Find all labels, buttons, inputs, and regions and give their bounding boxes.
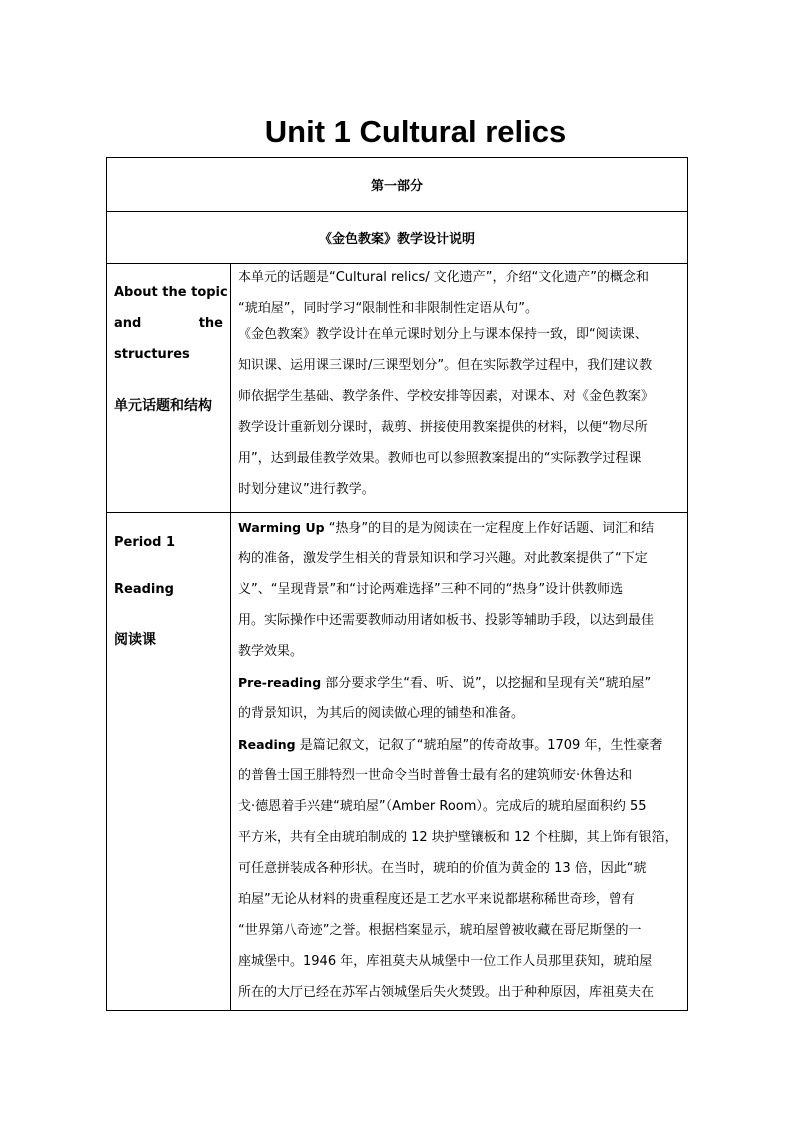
column-divider	[230, 263, 231, 1011]
lesson-table	[106, 157, 688, 1011]
topic-label-line1: About the topic	[114, 285, 228, 300]
period-label: Period 1	[114, 535, 176, 550]
pre-reading-text: 部分要求学生“看、听、说”，以挖掘和呈现有关“琥珀屋”	[321, 676, 652, 691]
row1-line: 教学设计重新划分课时，裁剪、拼接使用教案提供的材料，以便“物尽所	[238, 420, 648, 435]
table-header-part: 第一部分	[107, 158, 687, 212]
lesson-type-cn: 阅读课	[114, 632, 156, 648]
reading-line: 的普鲁士国王腓特烈一世命令当时普鲁士最有名的建筑师安·休鲁达和	[238, 768, 633, 783]
row1-content-cell	[238, 265, 684, 503]
prereading-line: 的背景知识，为其后的阅读做心理的铺垫和准备。	[238, 706, 525, 721]
topic-label-the: the	[198, 316, 223, 331]
reading-line: “世界第八奇迹”之誉。根据档案显示，琥珀屋曾被收藏在哥尼斯堡的一	[238, 923, 642, 938]
warming-line: 构的准备，激发学生相关的背景知识和学习兴趣。对此教案提供了“下定	[238, 551, 648, 566]
topic-label-cn: 单元话题和结构	[114, 398, 212, 414]
row1-line: 时划分建议”进行教学。	[238, 482, 375, 497]
row2-label-cell	[107, 513, 230, 1011]
lesson-type-en: Reading	[114, 582, 174, 597]
topic-label-line3: structures	[114, 347, 190, 362]
warming-line	[238, 515, 684, 541]
row1-line: “琥珀屋”，同时学习“限制性和非限制性定语从句”。	[238, 301, 538, 316]
reading-line: 所在的大厅已经在苏军占领城堡后失火焚毁。出于种种原因，库祖莫夫在	[238, 985, 655, 1000]
reading-line: 座城堡中。1946 年，库祖莫夫从城堡中一位工作人员那里获知，琥珀屋	[238, 954, 653, 969]
topic-label-line2	[114, 316, 223, 331]
row2-content-cell	[238, 515, 684, 1006]
reading-line: 戈·德恩着手兴建“琥珀屋”（Amber Room）。完成后的琥珀屋面积约 55	[238, 799, 647, 814]
row1-label-cell	[107, 263, 230, 512]
reading-text: 是篇记叙文，记叙了“琥珀屋”的传奇故事。1709 年，生性豪奢	[295, 738, 663, 753]
reading-line: 珀屋”无论从材料的贵重程度还是工艺水平来说都堪称稀世奇珍，曾有	[238, 892, 635, 907]
row1-line: 本单元的话题是“Cultural relics/ 文化遗产”，介绍“文化遗产”的概念和	[238, 270, 649, 285]
row1-line: 《金色教案》教学设计在单元课时划分上与课本保持一致，即“阅读课、	[238, 327, 648, 342]
warming-line: 教学效果。	[238, 644, 304, 659]
warming-up-text: “热身”的目的是为阅读在一定程度上作好话题、词汇和结	[324, 521, 655, 536]
reading-line	[238, 732, 684, 758]
row1-line: 知识课、运用课三课时/三课型划分”。但在实际教学过程中，我们建议教	[238, 358, 653, 373]
prereading-line	[238, 670, 684, 696]
row1-line: 师依据学生基础、教学条件、学校安排等因素，对课本、对《金色教案》	[238, 389, 655, 404]
reading-line: 平方米，共有全由琥珀制成的 12 块护壁镶板和 12 个柱脚，其上饰有银箔，	[238, 830, 678, 845]
topic-label-and: and	[114, 316, 142, 331]
pre-reading-label: Pre-reading	[238, 675, 322, 690]
table-header-doc: 《金色教案》教学设计说明	[107, 211, 687, 264]
warming-line: 用。实际操作中还需要教师动用诸如板书、投影等辅助手段，以达到最佳	[238, 613, 655, 628]
page-title: Unit 1 Cultural relics	[264, 114, 567, 149]
reading-label: Reading	[238, 737, 296, 752]
warming-up-label: Warming Up	[238, 520, 325, 535]
reading-line: 可任意拼装成各种形状。在当时，琥珀的价值为黄金的 13 倍，因此“琥	[238, 861, 647, 876]
row1-line: 用”，达到最佳教学效果。教师也可以参照教案提出的“实际教学过程课	[238, 451, 642, 466]
warming-line: 义”、“呈现背景”和“讨论两难选择”三种不同的“热身”设计供教师选	[238, 582, 624, 597]
